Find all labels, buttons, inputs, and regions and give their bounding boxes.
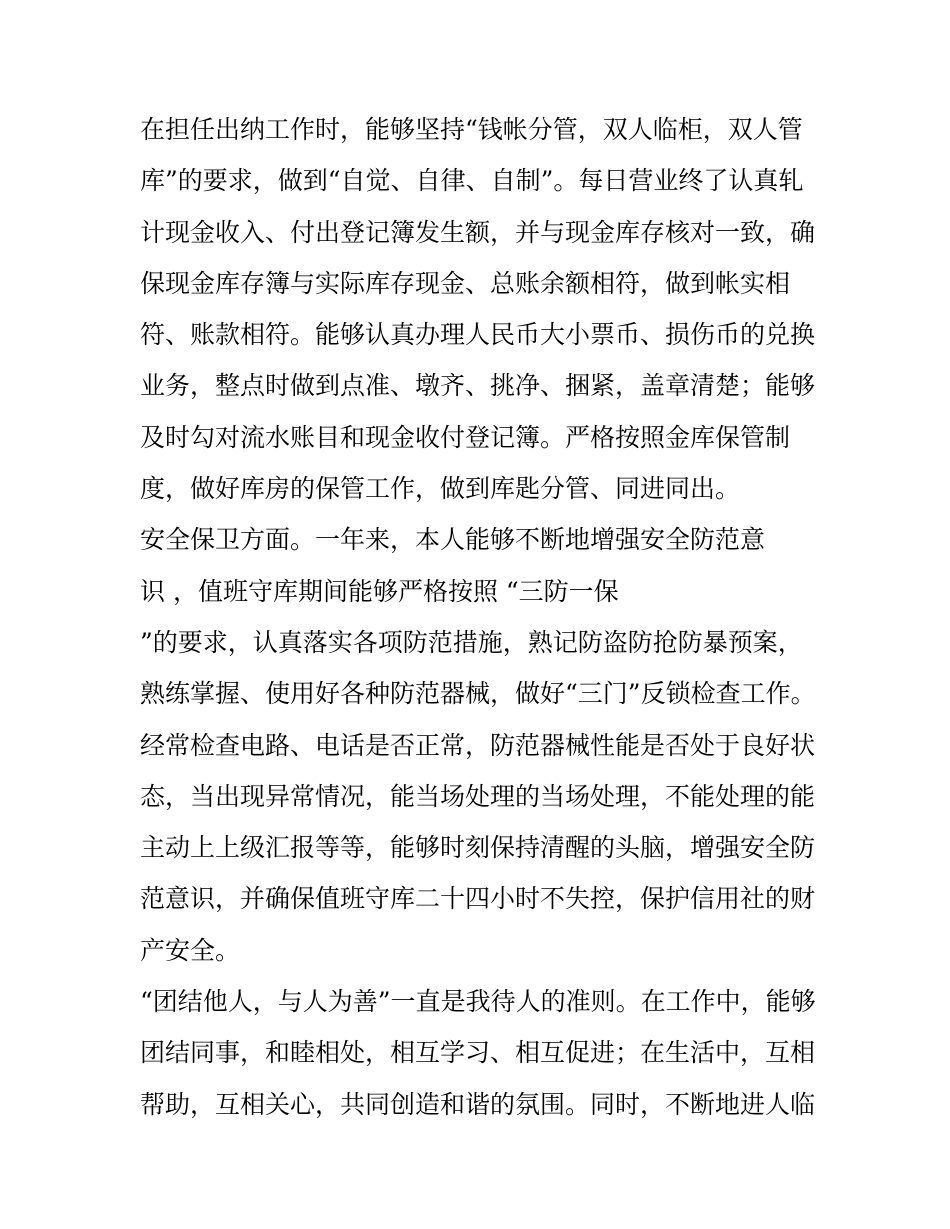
text-line: 在担任出纳工作时，能够坚持“钱帐分管，双人临柜，双人管 xyxy=(140,115,803,144)
text-line: 库”的要求，做到“自觉、自律、自制”。每日营业终了认真轧 xyxy=(140,166,804,196)
text-line: 业务，整点时做到点准、墩齐、挑净、捆紧，盖章清楚；能够 xyxy=(140,371,816,401)
text-line: 保现金库存簿与实际库存现金、总账余额相符，做到帐实相 xyxy=(140,268,791,298)
text-line: 帮助，互相关心，共同创造和谐的氛围。同时，不断地进人临 xyxy=(140,1089,816,1119)
text-line: 及时勾对流水账目和现金收付登记簿。严格按照金库保管制 xyxy=(140,422,791,452)
text-line: 度，做好库房的保管工作，做到库匙分管、同进同出。 xyxy=(140,474,741,504)
text-line: 熟练掌握、使用好各种防范器械，做好“三门”反锁检查工作。 xyxy=(140,679,816,709)
text-line: 范意识，并确保值班守库二十四小时不失控，保护信用社的财 xyxy=(140,884,816,914)
text-line: “团结他人，与人为善”一直是我待人的准则。在工作中，能够 xyxy=(140,987,816,1017)
text-line: 主动上上级汇报等等，能够时刻保持清醒的头脑，增强安全防 xyxy=(140,833,816,863)
text-line: 经常检查电路、电话是否正常，防范器械性能是否处于良好状 xyxy=(140,730,816,760)
text-line: 安全保卫方面。一年来，本人能够不断地增强安全防范意 xyxy=(140,525,766,555)
text-line: 态，当出现异常情况，能当场处理的当场处理，不能处理的能 xyxy=(140,781,816,811)
text-line: ”的要求，认真落实各项防范措施，熟记防盗防抢防暴预案， xyxy=(140,627,803,657)
text-line: 符、账款相符。能够认真办理人民币大小票币、损伤币的兑换 xyxy=(140,320,816,350)
text-line: 团结同事，和睦相处，相互学习、相互促进；在生活中，互相 xyxy=(140,1038,816,1068)
document-body xyxy=(140,104,820,1130)
text-line: 产安全。 xyxy=(140,935,241,965)
text-line: 识 ，值班守库期间能够严格按照 “三防一保 xyxy=(140,576,619,606)
text-line: 计现金收入、付出登记簿发生额，并与现金库存核对一致，确 xyxy=(140,217,816,247)
